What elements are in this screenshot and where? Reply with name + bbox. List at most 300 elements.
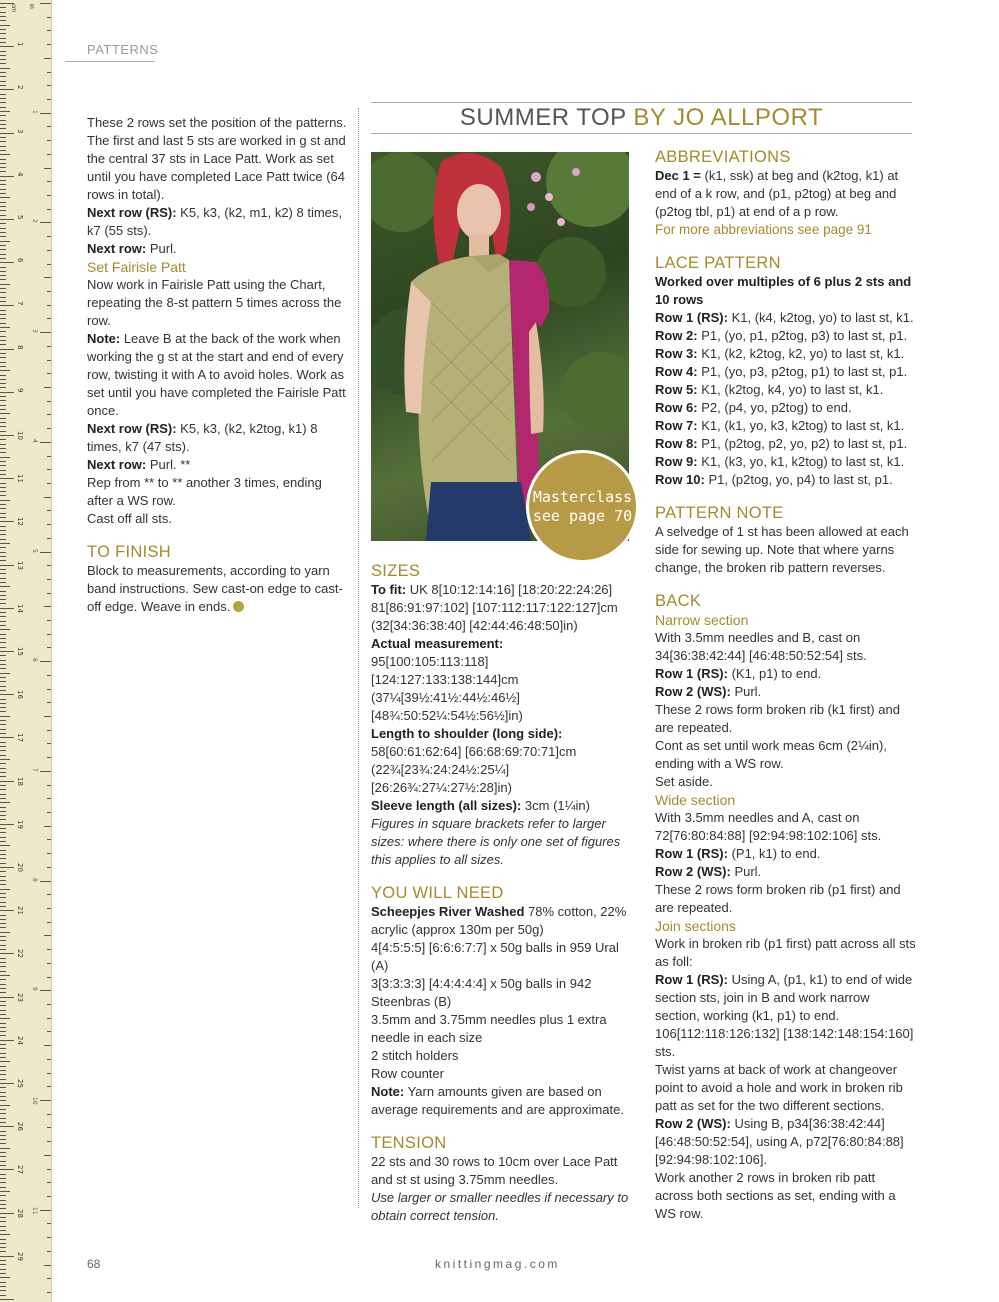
actual-label bbox=[371, 635, 633, 653]
ruler-tick bbox=[0, 163, 6, 164]
ruler-tick bbox=[0, 219, 14, 220]
ruler-tick bbox=[0, 210, 6, 211]
ruler-tick bbox=[0, 815, 6, 816]
ruler-tick bbox=[0, 673, 10, 674]
ruler-tick bbox=[0, 478, 14, 479]
wide-heading: Wide section bbox=[655, 792, 736, 808]
ruler-cm-label: 27 bbox=[16, 1165, 24, 1175]
ruler-cm-label: 15 bbox=[16, 647, 24, 656]
ruler-tick bbox=[0, 992, 6, 993]
ruler-tick-in bbox=[47, 30, 52, 31]
dec-1 bbox=[655, 167, 917, 221]
ruler-tick bbox=[0, 258, 6, 259]
note-text: A selvedge of 1 st has been allowed at each side for sewing up. Note that where yarns change, the broken rib pattern reverses. bbox=[655, 524, 909, 575]
label: Row 1 (RS): bbox=[655, 666, 728, 681]
ruler-tick bbox=[0, 435, 14, 436]
ruler-tick bbox=[0, 694, 14, 695]
ruler-tick bbox=[0, 102, 6, 103]
ruler-tick-in bbox=[47, 634, 52, 635]
ruler-tick bbox=[0, 262, 14, 263]
lace-row bbox=[655, 399, 917, 417]
ruler-tick bbox=[0, 906, 6, 907]
ruler-tick bbox=[0, 284, 10, 285]
ruler-tick-in bbox=[47, 675, 52, 676]
ruler-tick-in bbox=[47, 812, 52, 813]
column-divider bbox=[358, 108, 359, 1208]
wide-row-1 bbox=[655, 845, 917, 863]
ruler-tick bbox=[0, 349, 14, 350]
ruler-tick bbox=[0, 159, 6, 160]
tension-heading: TENSION bbox=[371, 1134, 447, 1152]
lace-row bbox=[655, 345, 917, 363]
text: K1, (k2, k2tog, k2, yo) to last st, k1. bbox=[697, 346, 905, 361]
text: K1, (k4, k2tog, yo) to last st, k1. bbox=[727, 310, 914, 325]
masterclass-badge[interactable] bbox=[526, 450, 639, 563]
ruler-tick-in bbox=[47, 620, 52, 621]
ruler-tick bbox=[0, 819, 6, 820]
ruler-tick bbox=[0, 871, 6, 872]
ruler-tick bbox=[0, 1295, 6, 1296]
ruler-tick bbox=[0, 616, 6, 617]
ruler-tick bbox=[0, 737, 14, 738]
figures-note bbox=[371, 815, 633, 869]
counter: Row counter bbox=[371, 1066, 444, 1081]
ruler-tick bbox=[0, 1213, 14, 1214]
ruler-tick bbox=[0, 1191, 10, 1192]
ruler-tick-in bbox=[47, 264, 52, 265]
need-heading: YOU WILL NEED bbox=[371, 884, 504, 902]
ruler-tick bbox=[0, 336, 6, 337]
text: P2, (p4, yo, p2tog) to end. bbox=[697, 400, 852, 415]
ruler-tick bbox=[0, 305, 14, 306]
ruler-tick-in bbox=[47, 1223, 52, 1224]
ruler-tick bbox=[0, 141, 6, 142]
fairisle-heading: Set Fairisle Patt bbox=[87, 259, 186, 275]
ruler-tick-in bbox=[47, 1237, 52, 1238]
ruler-tick bbox=[0, 137, 6, 138]
ruler-tick bbox=[0, 89, 14, 90]
ruler-cm-label: 9 bbox=[16, 387, 24, 393]
ruler-tick bbox=[0, 46, 14, 47]
ruler-cm-label: 5 bbox=[16, 215, 24, 220]
repeat-text: Rep from ** to ** another 3 times, ending after a WS row. bbox=[87, 475, 322, 508]
ruler-tick-in bbox=[47, 195, 52, 196]
ruler-tick bbox=[0, 534, 6, 535]
ruler-tick-in bbox=[47, 867, 52, 868]
ruler-tick bbox=[0, 370, 10, 371]
column-right bbox=[655, 147, 917, 1223]
ruler-tick bbox=[0, 1256, 14, 1257]
ruler-tick bbox=[0, 206, 6, 207]
ruler-tick bbox=[0, 400, 6, 401]
back-heading: BACK bbox=[655, 592, 702, 610]
ruler-tick bbox=[0, 1048, 6, 1049]
ruler-tick bbox=[0, 811, 6, 812]
label: Note: bbox=[87, 331, 121, 346]
lace-row bbox=[655, 381, 917, 399]
ruler-tick-in bbox=[47, 373, 52, 374]
ruler-tick bbox=[0, 1035, 6, 1036]
ruler-tick-in bbox=[47, 360, 52, 361]
ruler-tick bbox=[0, 746, 6, 747]
narrow-text: With 3.5mm needles and B, cast on 34[36:38:42:44] [46:48:50:52:54] sts. bbox=[655, 630, 867, 663]
more-abbr-link[interactable]: For more abbreviations see page 91 bbox=[655, 222, 872, 237]
ruler-tick-in bbox=[40, 222, 52, 223]
ruler-tick bbox=[0, 1251, 6, 1252]
ruler-tick bbox=[0, 465, 6, 466]
ruler-tick bbox=[0, 461, 6, 462]
ruler-in-label: 7 bbox=[31, 767, 38, 772]
ruler-tick bbox=[0, 457, 10, 458]
label: Next row: bbox=[87, 457, 147, 472]
ruler-tick-in bbox=[47, 853, 52, 854]
ruler-tick bbox=[0, 387, 6, 388]
ruler-tick bbox=[0, 301, 6, 302]
ruler-tick-in bbox=[47, 17, 52, 18]
ruler-cm-label: 3 bbox=[16, 128, 24, 134]
ruler-tick bbox=[0, 647, 6, 648]
ruler-tick bbox=[0, 483, 6, 484]
label: Dec 1 = bbox=[655, 168, 701, 183]
ruler-tick bbox=[0, 1156, 6, 1157]
join-row-2 bbox=[655, 1115, 917, 1169]
ruler-tick bbox=[0, 772, 6, 773]
ruler-tick bbox=[0, 1161, 6, 1162]
ruler-tick-in bbox=[44, 497, 52, 498]
ruler-in-label: 2 bbox=[31, 219, 38, 224]
ruler-tick bbox=[0, 310, 6, 311]
ruler-tick-in bbox=[47, 510, 52, 511]
label: Row 1 (RS): bbox=[655, 846, 728, 861]
ruler-tick bbox=[0, 189, 6, 190]
badge-line1: Masterclass bbox=[532, 487, 633, 506]
label: Next row (RS): bbox=[87, 421, 177, 436]
ruler-tick bbox=[0, 29, 6, 30]
ruler-tick bbox=[0, 353, 6, 354]
ruler-tick bbox=[0, 362, 6, 363]
ruler-tick bbox=[0, 16, 6, 17]
work-another: Work another 2 rows in broken rib patt across both sections as set, ending with a WS row. bbox=[655, 1170, 896, 1221]
ruler-tick-in bbox=[40, 332, 52, 333]
ruler-tick-in bbox=[47, 908, 52, 909]
ruler-tick-in bbox=[47, 1182, 52, 1183]
ruler-tick bbox=[0, 409, 6, 410]
ruler-tick bbox=[0, 107, 6, 108]
ruler-tick bbox=[0, 1178, 6, 1179]
ruler-tick bbox=[0, 318, 6, 319]
text: Using B, p34[36:38:42:44] [46:48:50:52:54], using A, p72[76:80:84:88] [92:94:98:102:106]. bbox=[655, 1116, 904, 1167]
ruler-tick bbox=[0, 642, 6, 643]
yarn-b: 3[3:3:3:3] [4:4:4:4:4] x 50g balls in 942 Steenbras (B) bbox=[371, 976, 592, 1009]
label: Row 1 (RS): bbox=[655, 972, 728, 987]
ruler-tick bbox=[0, 945, 6, 946]
ruler-tick bbox=[0, 1143, 6, 1144]
ruler-tick bbox=[0, 1031, 6, 1032]
ruler-tick bbox=[0, 729, 6, 730]
ruler-tick bbox=[0, 63, 6, 64]
ruler-tick-in bbox=[44, 1265, 52, 1266]
ruler-tick-in bbox=[47, 743, 52, 744]
ruler-tick bbox=[0, 495, 6, 496]
ruler-tick bbox=[0, 824, 14, 825]
ruler-tick bbox=[0, 323, 6, 324]
ruler-tick-in bbox=[47, 1031, 52, 1032]
ruler-tick bbox=[0, 539, 6, 540]
ruler-tick bbox=[0, 526, 6, 527]
lace-rows bbox=[655, 309, 917, 489]
ruler-tick bbox=[0, 1018, 10, 1019]
ruler-tick bbox=[0, 1182, 6, 1183]
ruler-tick-in bbox=[47, 305, 52, 306]
ruler-tick bbox=[0, 716, 10, 717]
ruler-tick bbox=[0, 236, 6, 237]
column-left bbox=[87, 114, 349, 616]
ruler-tick-in bbox=[47, 236, 52, 237]
text: (P1, k1) to end. bbox=[727, 846, 821, 861]
ruler-tick bbox=[0, 297, 6, 298]
ruler-tick bbox=[0, 51, 6, 52]
next-row-rs-1 bbox=[87, 204, 349, 240]
ruler-tick-in bbox=[47, 456, 52, 457]
set-aside: Set aside. bbox=[655, 774, 713, 789]
ruler-cm-label: 24 bbox=[16, 1035, 24, 1045]
ruler-cm-label: 11 bbox=[16, 474, 24, 484]
ruler-tick bbox=[0, 966, 6, 967]
ruler-tick bbox=[0, 1061, 10, 1062]
ruler-tick-in bbox=[47, 1169, 52, 1170]
text: (K1, p1) to end. bbox=[727, 666, 822, 681]
ruler-tick bbox=[0, 146, 6, 147]
ruler-cm-label: 7 bbox=[16, 301, 24, 306]
ruler-tick-in bbox=[40, 113, 52, 114]
text: P1, (p2tog, p2, yo, p2) to last st, p1. bbox=[697, 436, 908, 451]
wide-form: These 2 rows form broken rib (p1 first) and are repeated. bbox=[655, 882, 901, 915]
ruler-tick bbox=[0, 1273, 6, 1274]
ruler-tick bbox=[0, 487, 6, 488]
ruler-tick-in bbox=[47, 85, 52, 86]
ruler-tick bbox=[0, 1079, 6, 1080]
ruler-tick bbox=[0, 215, 6, 216]
lace-row bbox=[655, 471, 917, 489]
finish-text bbox=[87, 562, 349, 616]
ruler-tick bbox=[0, 1221, 6, 1222]
label: Row 6: bbox=[655, 400, 698, 415]
ruler-tick bbox=[0, 547, 6, 548]
ruler-tick bbox=[0, 789, 6, 790]
ruler-in-label: 5 bbox=[31, 548, 38, 553]
ruler-tick-in bbox=[44, 58, 52, 59]
ruler-tick bbox=[0, 180, 6, 181]
ruler-tick bbox=[0, 275, 6, 276]
ruler-tick bbox=[0, 768, 6, 769]
ruler-tick bbox=[0, 1234, 10, 1235]
ruler-tick bbox=[0, 923, 6, 924]
ruler-tick bbox=[0, 629, 10, 630]
ruler-tick bbox=[0, 375, 6, 376]
ruler-tick bbox=[0, 699, 6, 700]
ruler-tick bbox=[0, 919, 6, 920]
ruler-tick bbox=[0, 902, 6, 903]
ruler-tick bbox=[0, 573, 6, 574]
ruler-tick bbox=[0, 854, 6, 855]
needles: 3.5mm and 3.75mm needles plus 1 extra needle in each size bbox=[371, 1012, 607, 1045]
ruler-tick bbox=[0, 1260, 6, 1261]
ruler-tick-in bbox=[40, 990, 52, 991]
ruler-tick-in bbox=[47, 689, 52, 690]
ruler-tick bbox=[0, 582, 6, 583]
ruler-tick-in bbox=[47, 1141, 52, 1142]
ruler-cm-label: 4 bbox=[16, 171, 24, 177]
ruler-tick bbox=[0, 1044, 6, 1045]
ruler-tick bbox=[0, 3, 14, 4]
ruler-tick bbox=[0, 850, 6, 851]
ruler-tick-in bbox=[47, 318, 52, 319]
pattern-title bbox=[371, 104, 912, 132]
ruler-tick bbox=[0, 975, 10, 976]
ruler-tick bbox=[0, 711, 6, 712]
ruler-tick bbox=[0, 897, 6, 898]
tension-text: 22 sts and 30 rows to 10cm over Lace Patt and st st using 3.75mm needles. bbox=[371, 1154, 618, 1187]
text: Yarn amounts given are based on average requirements and are approximate. bbox=[371, 1084, 624, 1117]
label: Next row: bbox=[87, 241, 147, 256]
ruler-tick bbox=[0, 513, 6, 514]
ruler-tick-in bbox=[47, 593, 52, 594]
ruler-tick bbox=[0, 85, 6, 86]
ruler-tick-in bbox=[47, 565, 52, 566]
ruler-tick bbox=[0, 25, 10, 26]
length-label bbox=[371, 725, 633, 743]
ruler-cm-label: 8 bbox=[16, 344, 24, 350]
ruler-tick bbox=[0, 448, 6, 449]
ruler-tick bbox=[0, 223, 6, 224]
ruler-tick bbox=[0, 569, 6, 570]
text: Worked over multiples of 6 plus 2 sts and 10 rows bbox=[655, 274, 912, 307]
ruler-tick bbox=[0, 228, 6, 229]
ruler-tick bbox=[0, 807, 6, 808]
ruler-tick bbox=[0, 1226, 6, 1227]
ruler-tick bbox=[0, 867, 14, 868]
yarn-ball-icon bbox=[233, 601, 244, 612]
join-text: Work in broken rib (p1 first) patt across all sts as foll: bbox=[655, 936, 916, 969]
ruler-in-label: 3 bbox=[31, 329, 38, 333]
ruler-cm-label: 22 bbox=[16, 949, 24, 959]
ruler-tick-in bbox=[47, 1018, 52, 1019]
ruler-tick-in bbox=[47, 647, 52, 648]
ruler-tick bbox=[0, 733, 6, 734]
ruler-tick bbox=[0, 1100, 6, 1101]
ruler-tick bbox=[0, 759, 10, 760]
ruler-tick bbox=[0, 1239, 6, 1240]
ruler-cm-label: 23 bbox=[16, 992, 24, 1002]
ruler-tick-in bbox=[40, 1210, 52, 1211]
ruler-tick-in bbox=[40, 442, 52, 443]
ruler-tick-in bbox=[40, 1100, 52, 1101]
ruler-tick bbox=[0, 1299, 14, 1300]
ruler-tick bbox=[0, 958, 6, 959]
text: K1, (k1, yo, k3, k2tog) to last st, k1. bbox=[697, 418, 905, 433]
label: Row 4: bbox=[655, 364, 698, 379]
ruler-tick bbox=[0, 603, 6, 604]
text: P1, (p2tog, yo, p4) to last st, p1. bbox=[704, 472, 893, 487]
ruler-tick bbox=[0, 940, 6, 941]
ruler-tick-in bbox=[44, 1155, 52, 1156]
ruler-tick bbox=[0, 1286, 6, 1287]
ruler-tick-in bbox=[47, 922, 52, 923]
ruler-tick bbox=[0, 7, 6, 8]
ruler-tick bbox=[0, 12, 6, 13]
ruler-tick bbox=[0, 474, 6, 475]
ruler-tick bbox=[0, 1109, 6, 1110]
ruler-tick bbox=[0, 379, 6, 380]
ruler-tick-in bbox=[47, 1278, 52, 1279]
label: Scheepjes River Washed bbox=[371, 904, 525, 919]
lace-row bbox=[655, 327, 917, 345]
ruler-tick-in bbox=[47, 839, 52, 840]
ruler-tick bbox=[0, 664, 6, 665]
ruler-tick bbox=[0, 314, 6, 315]
ruler-tick-in bbox=[44, 935, 52, 936]
ruler-tick-in bbox=[40, 881, 52, 882]
ruler-in-label: 8 bbox=[31, 877, 38, 882]
ruler-cm-label: 18 bbox=[16, 776, 24, 786]
ruler-tick bbox=[0, 1131, 6, 1132]
ruler-tick bbox=[0, 267, 6, 268]
ruler-tick bbox=[0, 176, 14, 177]
ruler-tick bbox=[0, 98, 6, 99]
text: K1, (k2tog, k4, yo) to last st, k1. bbox=[697, 382, 884, 397]
ruler-tick-in bbox=[47, 730, 52, 731]
ruler-tick bbox=[0, 997, 14, 998]
label: Row 3: bbox=[655, 346, 698, 361]
narrow-row-1 bbox=[655, 665, 917, 683]
ruler-tick bbox=[0, 1277, 10, 1278]
ruler-tick bbox=[0, 383, 6, 384]
fairisle-note bbox=[87, 330, 349, 420]
ruler-tick bbox=[0, 971, 6, 972]
ruler-tick bbox=[0, 444, 6, 445]
ruler-unit-in: in bbox=[28, 4, 34, 9]
ruler-tick bbox=[0, 962, 6, 963]
site-url[interactable]: knittingmag.com bbox=[435, 1257, 560, 1271]
label: Row 9: bbox=[655, 454, 698, 469]
ruler-tick bbox=[0, 1122, 6, 1123]
label: Length to shoulder (long side): bbox=[371, 726, 563, 741]
ruler-tick bbox=[0, 677, 6, 678]
ruler-in-label: 6 bbox=[31, 658, 38, 663]
ruler-tick-in bbox=[47, 181, 52, 182]
ruler-tick bbox=[0, 530, 6, 531]
ruler-tick-in bbox=[47, 44, 52, 45]
label: Row 2 (WS): bbox=[655, 864, 731, 879]
ruler-tick bbox=[0, 832, 6, 833]
ruler-tick bbox=[0, 841, 6, 842]
ruler-tick bbox=[0, 254, 6, 255]
ruler-tick bbox=[0, 1243, 6, 1244]
ruler-tick bbox=[0, 798, 6, 799]
ruler-tick-in bbox=[44, 387, 52, 388]
wide-row-2 bbox=[655, 863, 917, 881]
label: Row 2 (WS): bbox=[655, 1116, 731, 1131]
ruler-tick bbox=[0, 625, 6, 626]
ruler-tick bbox=[0, 392, 14, 393]
ruler-tick-in bbox=[47, 1073, 52, 1074]
ruler-tick bbox=[0, 936, 6, 937]
ruler-tick-in bbox=[47, 524, 52, 525]
ruler-cm-label: 25 bbox=[16, 1079, 24, 1088]
ruler-tick bbox=[0, 508, 6, 509]
ruler-tick bbox=[0, 81, 6, 82]
next-row-1 bbox=[87, 240, 349, 258]
